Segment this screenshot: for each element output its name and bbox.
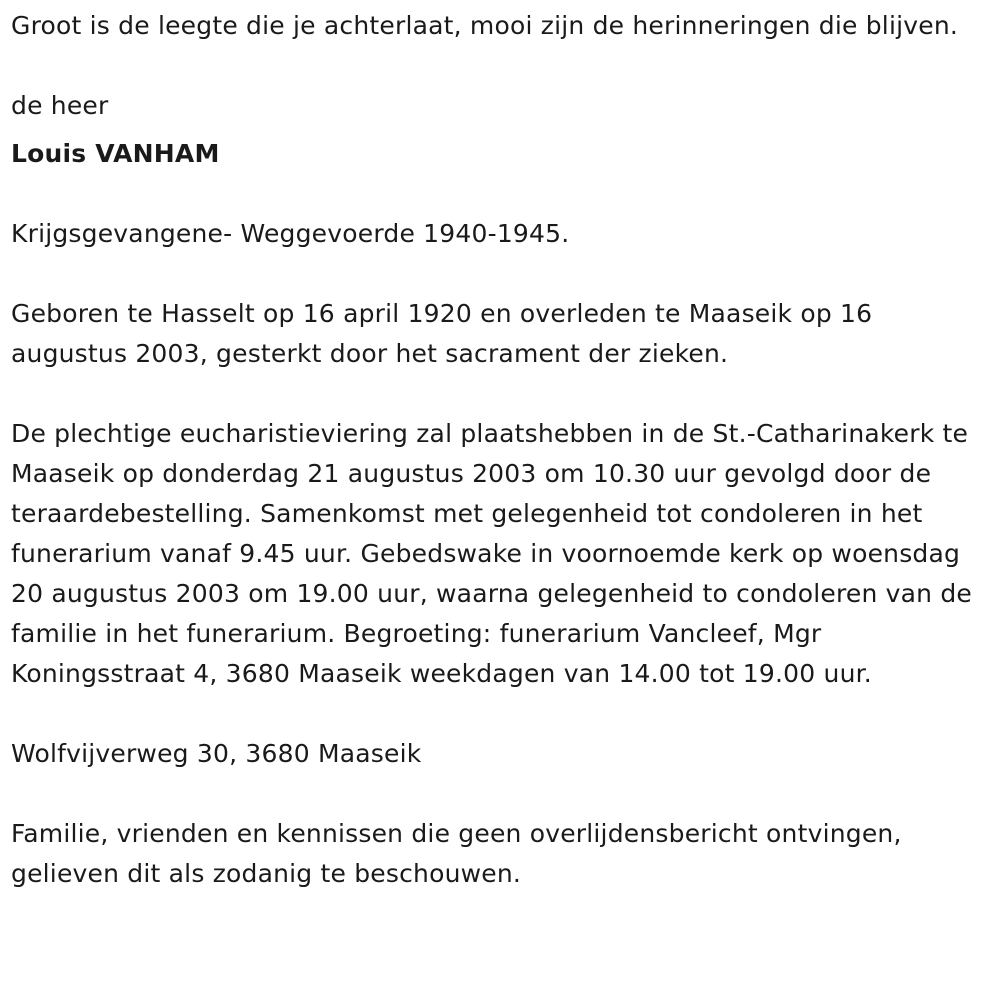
spacer <box>11 694 986 734</box>
ceremony-paragraph: De plechtige eucharistieviering zal plaatshebben in de St.-Catharinakerk te Maaseik op donderdag 21 augustus 2003 om 10.30 uur gevolgd door de teraardebestelling. Samenkomst met gelegenheid tot condoleren in het funerarium vanaf 9.45 uur. Gebedswake in voornoemde kerk op woensdag 20 augustus 2003 om 19.00 uur, waarna gelegenheid to condoleren van de familie in het funerarium. Begroeting: funerarium Vancleef, Mgr Koningsstraat 4, 3680 Maaseik weekdagen van 14.00 tot 19.00 uur. <box>11 419 972 688</box>
spacer <box>11 374 986 414</box>
spacer <box>11 174 986 214</box>
deceased-name: Louis VANHAM <box>11 139 220 168</box>
obituary-notice <box>11 6 986 894</box>
spacer <box>11 46 986 86</box>
title-text: Krijgsgevangene- Weggevoerde 1940-1945. <box>11 219 570 248</box>
salutation-text: de heer <box>11 91 109 120</box>
address-text: Wolfvijverweg 30, 3680 Maaseik <box>11 739 422 768</box>
birth-death-paragraph: Geboren te Hasselt op 16 april 1920 en overleden te Maaseik op 16 augustus 2003, gesterkt door het sacrament der zieken. <box>11 299 873 368</box>
spacer <box>11 254 986 294</box>
closing-paragraph: Familie, vrienden en kennissen die geen overlijdensbericht ontvingen, gelieven dit als zodanig te beschouwen. <box>11 819 902 888</box>
motto-text: Groot is de leegte die je achterlaat, mooi zijn de herinneringen die blijven. <box>11 11 959 40</box>
spacer <box>11 774 986 814</box>
